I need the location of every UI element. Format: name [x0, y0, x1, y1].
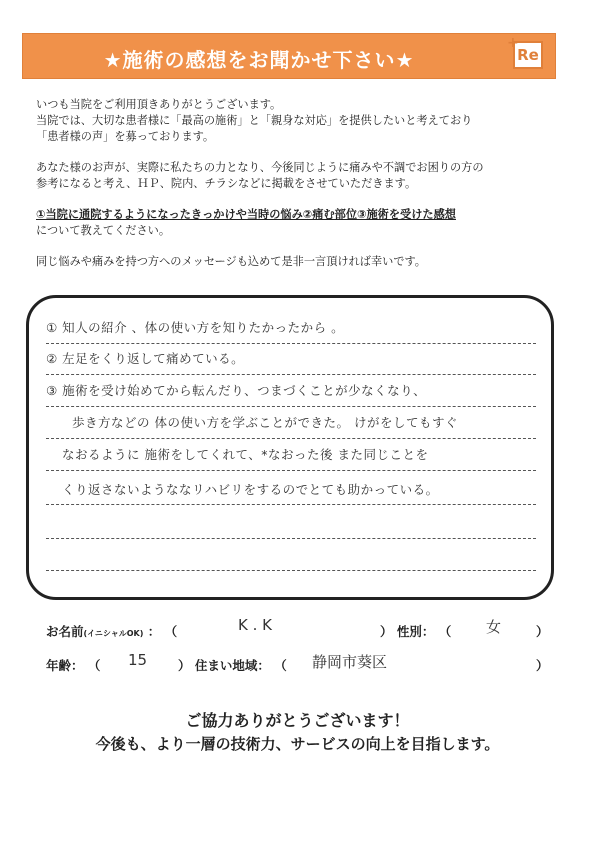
close-paren: ）	[380, 624, 393, 639]
ruled-line	[46, 470, 536, 471]
age-label: 年齢：	[46, 658, 84, 673]
logo-text: Re	[517, 46, 539, 64]
colon: ：	[147, 624, 161, 639]
intro-line: 参考になると考え、ＨＰ、院内、チラシなどに掲載をさせていただきます。	[36, 177, 417, 190]
gender-value: 女	[486, 618, 502, 636]
open-paren: （	[274, 658, 287, 673]
close-paren: ）	[536, 624, 549, 639]
answer-line: なおるように 施術をしてくれて、*なおった後 また同じことを	[62, 447, 429, 462]
open-paren: （	[164, 624, 178, 639]
intro-text	[36, 97, 556, 270]
name-field-row	[46, 622, 177, 640]
name-note: (イニシャルOK)	[83, 629, 144, 638]
open-paren: （	[87, 658, 101, 673]
answer-line: 歩き方などの 体の使い方を学ぶことができた。 けがをしてもすぐ	[72, 415, 458, 430]
intro-line: あなた様のお声が、実際に私たちの力となり、今後同じように痛みや不調でお困りの方の	[36, 161, 484, 174]
address-value: 静岡市葵区	[312, 653, 388, 671]
name-value: K . K	[238, 616, 272, 634]
intro-line: いつも当院をご利用頂きありがとうございます。	[36, 98, 282, 111]
gender-label: 性別：	[396, 624, 435, 639]
answer-line: ② 左足をくり返して痛めている。	[46, 351, 245, 366]
intro-line: 「患者様の声」を募っております。	[36, 130, 215, 143]
open-paren: （	[438, 624, 452, 639]
age-field-row	[46, 656, 100, 674]
age-value: 15	[128, 651, 148, 669]
name-label: お名前	[46, 624, 84, 639]
closing-message: 今後も、より一層の技術力、サービスの向上を目指します。	[95, 735, 500, 753]
ruled-line	[46, 406, 536, 407]
ruled-line	[46, 438, 536, 439]
ruled-line	[46, 374, 536, 375]
logo-plus-icon: +	[507, 35, 519, 51]
question-line: について教えてください。	[36, 224, 171, 237]
gender-field-row	[380, 622, 451, 640]
intro-line: 当院では、大切な患者様に「最高の施術」と「親身な対応」を提供したいと考えており	[36, 114, 473, 127]
ruled-line	[46, 504, 536, 505]
answer-line: くり返さないようななリハビリをするのでとても助かっている。	[62, 482, 439, 497]
answer-line: ① 知人の紹介 、体の使い方を知りたかったから 。	[46, 320, 345, 335]
re-logo	[507, 35, 543, 69]
closing-thanks: ご協力ありがとうございます！	[185, 711, 410, 730]
intro-line: 同じ悩みや痛みを持つ方へのメッセージも込めて是非一言頂ければ幸いです。	[36, 255, 426, 268]
ruled-line	[46, 343, 536, 344]
ruled-line	[46, 570, 536, 571]
question-line: ①当院に通院するようになったきっかけや当時の悩み②痛む部位③施術を受けた感想	[36, 208, 456, 221]
close-paren: ）	[178, 658, 191, 673]
answer-line: ③ 施術を受け始めてから転んだり、つまづくことが少なくなり、	[46, 383, 427, 398]
page-title: ★施術の感想をお聞かせ下さい★	[103, 48, 415, 72]
address-field-row	[178, 656, 287, 674]
close-paren: ）	[536, 658, 549, 673]
header-banner	[22, 33, 556, 79]
ruled-line	[46, 538, 536, 539]
address-label: 住まい地域：	[194, 658, 270, 673]
